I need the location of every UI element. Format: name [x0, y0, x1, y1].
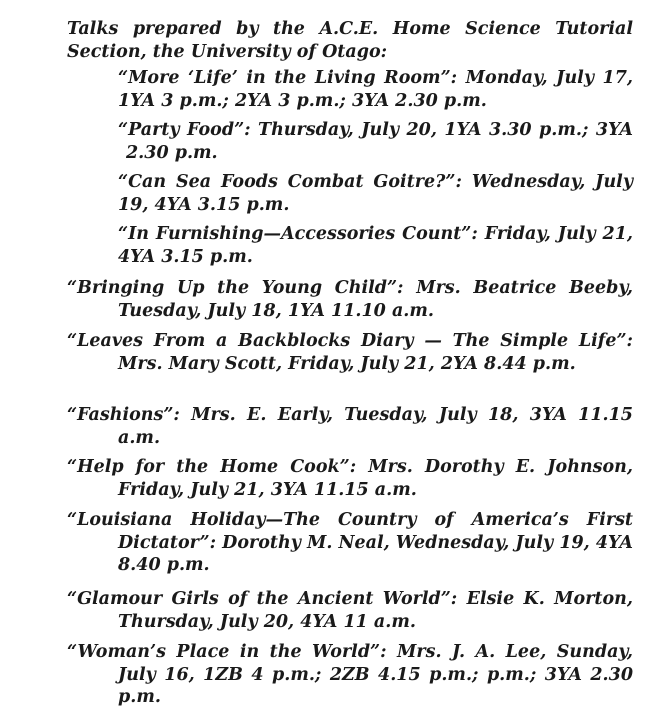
ace-talk-item: “More ‘Life’ in the Living Room”: Monday, July 17, 1YA 3 p.m.; 2YA 3 p.m.; 3YA 2.30 p.m.: [118, 68, 633, 111]
ace-talk-item: “Can Sea Foods Combat Goitre?”: Wednesday, July 19, 4YA 3.15 p.m.: [118, 172, 633, 215]
talk-item: “Glamour Girls of the Ancient World”: Elsie K. Morton, Thursday, July 20, 4YA 11 a.m.: [67, 589, 633, 632]
talk-item: “Bringing Up the Young Child”: Mrs. Beatrice Beeby, Tuesday, July 18, 1YA 11.10 a.m.: [67, 278, 633, 321]
talk-item: “Help for the Home Cook”: Mrs. Dorothy E. Johnson, Friday, July 21, 3YA 11.15 a.m.: [67, 457, 633, 500]
talk-item: “Louisiana Holiday—The Country of America’s First Dictator”: Dorothy M. Neal, Wednesday, July 19, 4YA 8.40 p.m.: [67, 510, 633, 575]
intro-paragraph: Talks prepared by the A.C.E. Home Science Tutorial Section, the University of Otago:: [67, 19, 633, 62]
talk-item: “Leaves From a Backblocks Diary — The Simple Life”: Mrs. Mary Scott, Friday, July 21, 2YA 8.44 p.m.: [67, 331, 633, 374]
ace-talk-item: “Party Food”: Thursday, July 20, 1YA 3.30 p.m.; 3YA 2.30 p.m.: [118, 120, 633, 163]
talk-item: “Woman’s Place in the World”: Mrs. J. A. Lee, Sunday, July 16, 1ZB 4 p.m.; 2ZB 4.15 p.m.; p.m.; 3YA 2.30 p.m.: [67, 642, 633, 707]
ace-talk-item: “In Furnishing—Accessories Count”: Friday, July 21, 4YA 3.15 p.m.: [118, 224, 633, 267]
talk-item: “Fashions”: Mrs. E. Early, Tuesday, July 18, 3YA 11.15 a.m.: [67, 405, 633, 448]
